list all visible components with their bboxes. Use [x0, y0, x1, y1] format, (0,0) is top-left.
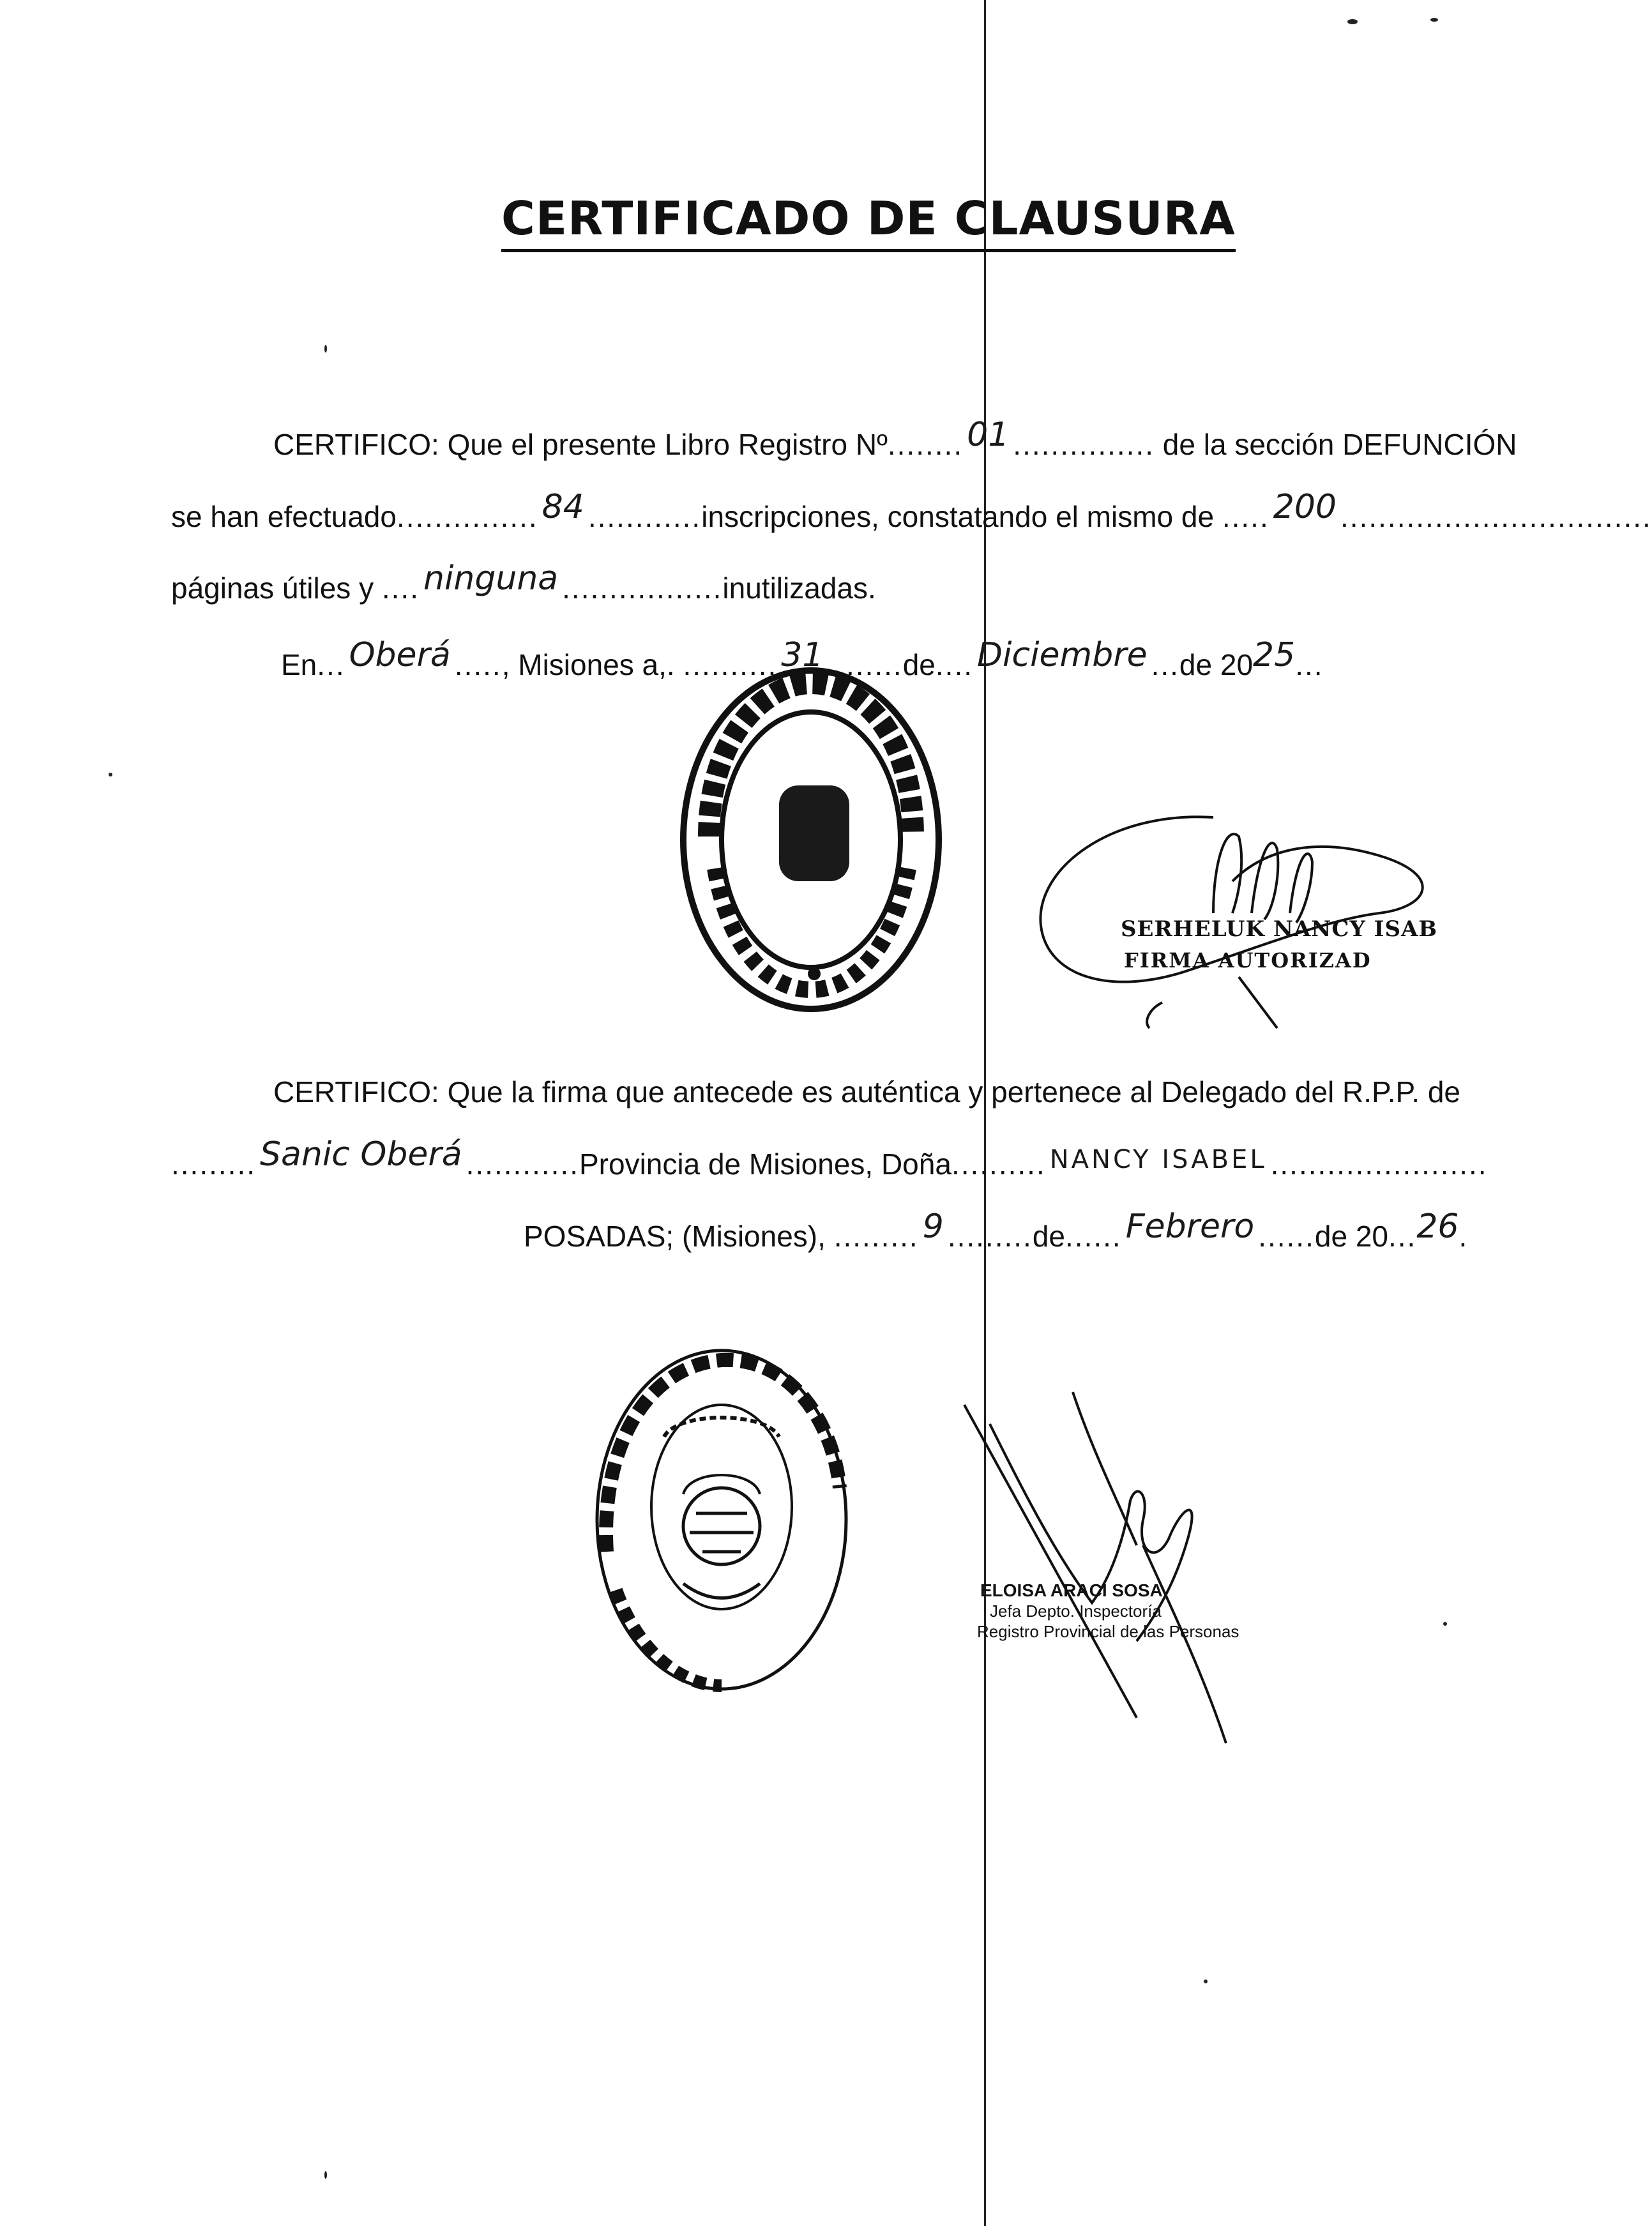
dot-leader: ...	[317, 648, 345, 681]
dot-leader: ......	[1065, 1220, 1122, 1253]
direction-seal	[587, 1341, 856, 1699]
fold-line	[984, 0, 986, 2226]
delegation-seal	[671, 658, 951, 1022]
dot-leader: ........	[887, 428, 964, 461]
dot-leader: ....	[381, 572, 420, 605]
signature-1-scribble	[1022, 785, 1443, 1028]
provincia-text: Provincia de Misiones, Doña	[579, 1147, 951, 1181]
signature-2-org: Registro Provincial de las Personas	[977, 1622, 1239, 1641]
inutilizadas-value: ninguna	[423, 559, 559, 598]
dot-leader: .......................	[1270, 1147, 1488, 1181]
dia-1: 31	[781, 636, 824, 674]
de-label-1: de	[902, 648, 936, 681]
de-anio-label-1: de 20	[1179, 648, 1254, 681]
mes-1: Diciembre	[977, 636, 1148, 674]
dot-leader: ...............	[1013, 428, 1155, 461]
dot-leader: .................	[562, 572, 723, 605]
paragraph2-line2	[171, 1135, 1488, 1185]
dot-leader: ...	[1295, 648, 1324, 681]
dot-leader: .........	[947, 1220, 1033, 1253]
signature-2-role: Jefa Depto. Inspectoría	[990, 1601, 1162, 1621]
document-title: CERTIFICADO DE CLAUSURA	[501, 192, 1236, 252]
dot-leader: .................................	[1340, 500, 1652, 533]
dot-leader: ..........	[683, 648, 778, 681]
dot-leader: .........	[833, 1220, 919, 1253]
inscripciones-text: inscripciones, constatando el mismo de	[701, 500, 1215, 533]
dot-leader: ............	[587, 500, 702, 533]
paragraph2-line1	[273, 1073, 1460, 1111]
signature-2-scribble	[945, 1386, 1252, 1743]
libro-numero: 01	[967, 416, 1010, 454]
de-anio-label-2: de 20	[1314, 1220, 1388, 1253]
place-date-2	[524, 1208, 1467, 1255]
dot-leader: ...	[1151, 648, 1179, 681]
signature-2-name: ELOISA ARACI SOSA	[980, 1580, 1163, 1600]
dot-leader: .....	[454, 648, 502, 681]
inscripciones-count: 84	[542, 488, 584, 526]
dia-2: 9	[922, 1208, 944, 1246]
lugar-text: POSADAS; (Misiones),	[524, 1220, 826, 1253]
misiones-text: , Misiones a,.	[501, 648, 675, 681]
paginas-utiles-text: páginas útiles y	[171, 572, 374, 605]
dot-leader: .........	[171, 1147, 257, 1181]
end-punct: .	[1459, 1220, 1467, 1253]
se-han-text: se han efectuado	[171, 500, 397, 533]
seccion-text: de la sección DEFUNCIÓN	[1162, 428, 1517, 461]
dot-leader: ...............	[396, 500, 538, 533]
dot-leader: .....	[1222, 500, 1269, 533]
signature-1-name: SERHELUK NANCY ISAB	[1121, 916, 1438, 942]
paragraph1-line2	[171, 488, 1652, 536]
speck-1	[1347, 19, 1358, 24]
de-label-2: de	[1032, 1220, 1066, 1253]
ciudad-1: Oberá	[349, 636, 451, 674]
speck-3	[324, 345, 327, 352]
certifico-label-1: CERTIFICO: Que el presente Libro Registro Nº	[273, 428, 888, 461]
anio-2: 26	[1416, 1208, 1459, 1246]
dot-leader: ............	[466, 1147, 579, 1181]
paginas-count: 200	[1273, 488, 1337, 526]
dot-leader: ......	[1258, 1220, 1315, 1253]
delegacion-value: Sanic Oberá	[260, 1135, 462, 1174]
speck-7	[324, 2171, 327, 2179]
signature-1-role: FIRMA AUTORIZAD	[1124, 948, 1372, 973]
paragraph1-line1	[273, 416, 1517, 464]
dot-leader: ..........	[951, 1147, 1046, 1181]
speck-4	[109, 773, 112, 776]
speck-5	[1443, 1622, 1447, 1626]
paragraph1-line3	[171, 559, 876, 607]
dot-leader: ...	[1388, 1220, 1417, 1253]
speck-2	[1430, 18, 1438, 22]
nombre-value: NANCY ISABEL	[1049, 1145, 1267, 1174]
inutilizadas-text: inutilizadas.	[722, 572, 876, 605]
certifico-label-2: CERTIFICO: Que la firma que antecede es auténtica y pertenece al Delegado del R.P.P. de	[273, 1075, 1460, 1109]
speck-6	[1204, 1980, 1208, 1983]
dot-leader: ........	[827, 648, 903, 681]
anio-1: 25	[1253, 636, 1296, 674]
mes-2: Febrero	[1125, 1208, 1255, 1246]
dot-leader: ....	[935, 648, 974, 681]
en-label: En	[281, 648, 317, 681]
